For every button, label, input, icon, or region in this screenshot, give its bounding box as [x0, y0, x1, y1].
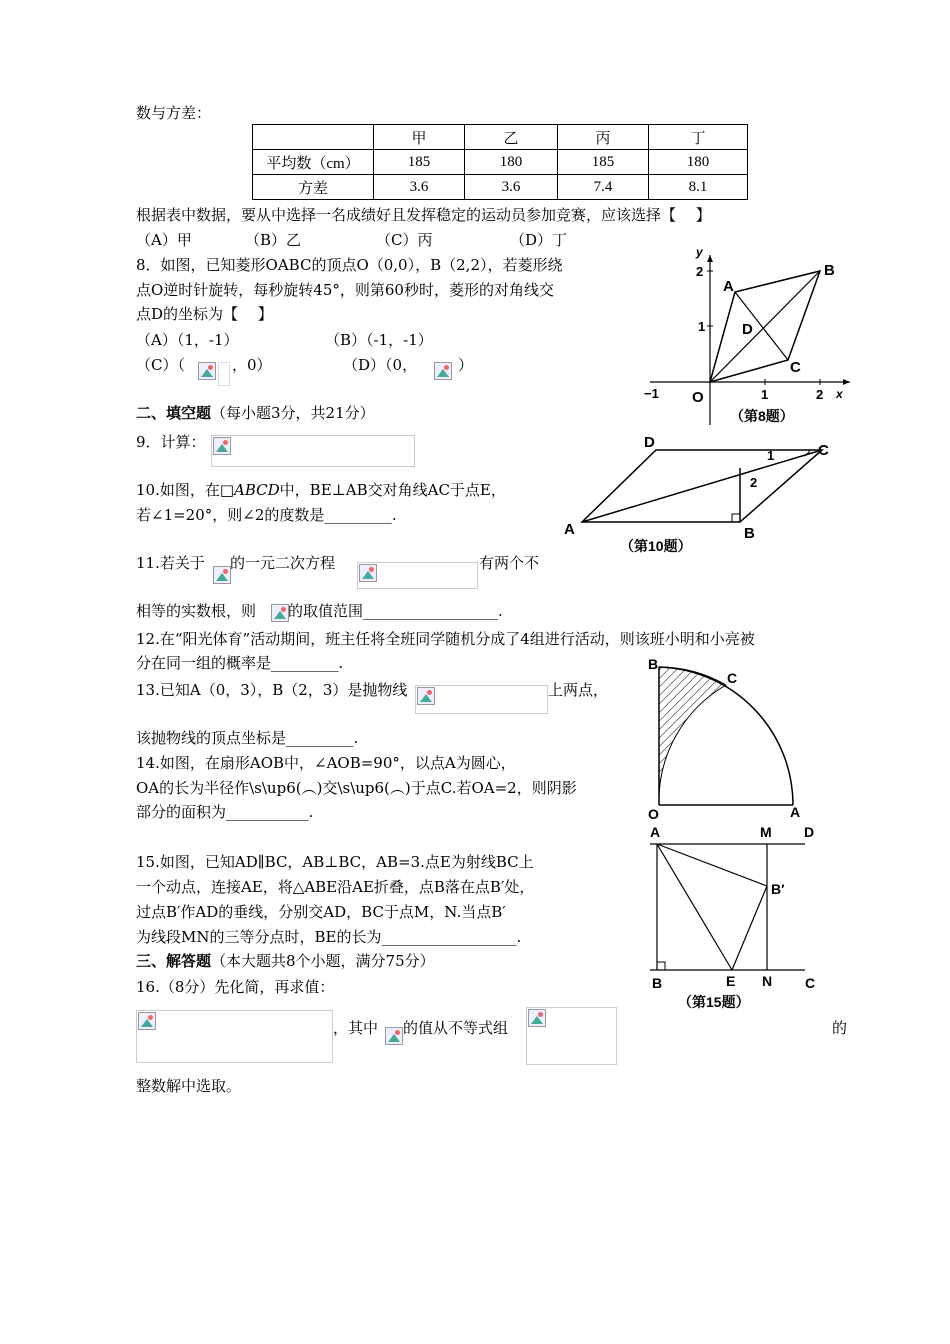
- point-label-b: B: [648, 656, 659, 672]
- q12-line2: 分在同一组的概率是_________.: [136, 654, 344, 672]
- q7-option-c: （C）丙: [376, 231, 433, 249]
- y-axis-label: y: [696, 245, 703, 259]
- point-label-a: A: [564, 521, 575, 538]
- formula-image: [357, 562, 478, 589]
- right-angle-mark: [657, 962, 665, 970]
- intro-text: 数与方差：: [136, 104, 212, 122]
- x-axis-label: x: [836, 387, 843, 401]
- point-label-a: A: [790, 804, 801, 820]
- q7-option-a: （A）甲: [136, 231, 192, 249]
- y-axis-arrow: [707, 255, 713, 262]
- table-cell: 185: [558, 150, 649, 175]
- point-label-c: C: [805, 975, 816, 991]
- point-label-n: N: [762, 973, 773, 989]
- segment-ae: [657, 844, 732, 970]
- right-angle-mark: [732, 514, 740, 522]
- table-cell: 185: [374, 150, 465, 175]
- point-label-a: A: [723, 278, 734, 295]
- q8-option-d-post: ）: [458, 356, 474, 374]
- figure-caption: （第15题）: [678, 994, 750, 1010]
- table-cell: 8.1: [649, 175, 748, 200]
- q8-option-a: （A）（1，-1）: [136, 331, 239, 349]
- point-label-b: B: [824, 262, 835, 279]
- origin-label: O: [692, 389, 704, 406]
- q11-line2-post: 的取值范围__________________.: [288, 602, 503, 620]
- q10-line2: 若∠1=20°，则∠2的度数是_________.: [136, 506, 397, 524]
- q16-mid2: 的值从不等式组: [403, 1019, 509, 1037]
- point-label-c: C: [727, 670, 738, 686]
- segment-ab-prime: [657, 844, 767, 886]
- table-cell: 平均数（cm）: [253, 150, 374, 175]
- formula-image-icon: [271, 604, 289, 622]
- formula-image-icon: [434, 362, 452, 380]
- formula-image-icon: [417, 687, 435, 705]
- table-cell: 甲: [374, 125, 465, 150]
- q10-line1-post: 中，BE⊥AB交对角线AC于点E，: [279, 481, 506, 499]
- q9-text: 9．计算：: [136, 433, 206, 451]
- q15-line4: 为线段MN的三等分点时，BE的长为__________________.: [136, 928, 522, 946]
- q7-option-d: （D）丁: [510, 231, 568, 249]
- formula-image-icon: [385, 1027, 403, 1045]
- formula-image-icon: [359, 564, 377, 582]
- q11-post: 有两个不: [479, 554, 540, 572]
- point-label-b: B: [652, 975, 663, 991]
- formula-image-icon: [213, 566, 231, 584]
- formula-image-icon: [528, 1009, 546, 1027]
- point-label-d: D: [644, 434, 655, 451]
- q16-line2: 整数解中选取。: [136, 1077, 242, 1095]
- point-label-d: D: [804, 824, 815, 840]
- q12-line1: 12.在“阳光体育”活动期间，班主任将全班同学随机分成了4组进行活动，则该班小明和小亮被: [136, 630, 755, 648]
- table-cell: 丁: [649, 125, 748, 150]
- table-row: [253, 150, 748, 175]
- q8-line3: 点D的坐标为【 】: [136, 305, 273, 323]
- q15-line3: 过点B′作AD的垂线，分别交AD，BC于点M，N.当点B′: [136, 903, 506, 921]
- point-label-o: O: [648, 806, 659, 822]
- q11-mid: 的一元二次方程: [230, 554, 336, 572]
- q10-line1-pre: 10.如图，在: [136, 481, 220, 499]
- formula-image: [526, 1007, 617, 1065]
- q7-text: 根据表中数据，要从中选择一名成绩好且发挥稳定的运动员参加竞赛，应该选择【 】: [136, 206, 711, 224]
- table-cell: 丙: [558, 125, 649, 150]
- q15-line2: 一个动点，连接AE，将△ABE沿AE折叠，点B落在点B′处，: [136, 878, 535, 896]
- table-cell: 方差: [253, 175, 374, 200]
- section-note: （每小题3分，共21分）: [211, 404, 375, 422]
- q8-option-d-pre: （D）（0，: [343, 356, 418, 374]
- point-label-b-prime: B′: [771, 881, 785, 897]
- tick-label: −1: [644, 386, 659, 401]
- angle-label-2: 2: [750, 475, 758, 490]
- stats-table: [252, 124, 748, 200]
- tick-label: 2: [696, 264, 704, 279]
- table-row: [253, 175, 748, 200]
- table-cell: 3.6: [374, 175, 465, 200]
- tick-label: 2: [816, 387, 824, 402]
- point-label-c: C: [818, 442, 829, 459]
- figure-8-diagram: [640, 240, 860, 430]
- table-cell: [253, 125, 374, 150]
- q16-end: 的: [832, 1019, 848, 1037]
- q8-option-c-post: ，0）: [232, 356, 272, 374]
- point-label-c: C: [790, 359, 801, 376]
- q13-pre: 13.已知A（0，3），B（2，3）是抛物线: [136, 681, 408, 699]
- formula-image-icon: [213, 437, 231, 455]
- table-cell: 3.6: [465, 175, 558, 200]
- formula-image: [415, 685, 548, 714]
- section-title: 三、解答题: [136, 952, 212, 970]
- formula-image: [136, 1010, 333, 1063]
- figure-caption: （第8题）: [730, 408, 794, 424]
- figure-10-diagram: [560, 430, 850, 560]
- table-cell: 乙: [465, 125, 558, 150]
- q14-line1: 14.如图，在扇形AOB中，∠AOB=90°，以点A为圆心，: [136, 754, 516, 772]
- q16-line1: 16.（8分）先化简，再求值：: [136, 978, 335, 996]
- tick-label: 1: [761, 387, 769, 402]
- q8-line1: 8．如图，已知菱形OABC的顶点O（0,0），B（2,2），若菱形绕: [136, 256, 563, 274]
- figure-caption: （第10题）: [620, 538, 692, 554]
- q8-option-b: （B）（-1，-1）: [325, 331, 433, 349]
- formula-image-icon: [198, 362, 216, 380]
- q8-option-c-pre: （C）（: [136, 356, 185, 374]
- q10-parallelogram: □ABCD: [219, 481, 280, 499]
- q16-mid1: ，其中: [333, 1019, 379, 1037]
- point-label-e: E: [726, 973, 736, 989]
- table-cell: 7.4: [558, 175, 649, 200]
- formula-image: [211, 435, 415, 467]
- point-label-m: M: [760, 824, 772, 840]
- section-title: 二、填空题: [136, 404, 212, 422]
- point-label-a: A: [650, 824, 661, 840]
- formula-image: [218, 362, 230, 386]
- q8-line2: 点O逆时针旋转，每秒旋转45°，则第60秒时，菱形的对角线交: [136, 281, 554, 299]
- table-cell: 180: [649, 150, 748, 175]
- table-cell: 180: [465, 150, 558, 175]
- table-row: [253, 125, 748, 150]
- point-label-b: B: [744, 525, 755, 542]
- q11-line2-pre: 相等的实数根，则: [136, 602, 257, 620]
- segment-b-prime-e: [732, 886, 767, 970]
- section-note: （本大题共8个小题，满分75分）: [211, 952, 435, 970]
- point-label-d: D: [742, 321, 753, 338]
- q7-option-b: （B）乙: [245, 231, 302, 249]
- q14-line3: 部分的面积为___________.: [136, 803, 314, 821]
- tick-label: 1: [698, 319, 706, 334]
- shaded-region: [659, 667, 726, 805]
- q14-line2: OA的长为半径作\s\up6(︵)交\s\up6(︵)于点C.若OA=2，则阴影: [136, 779, 577, 797]
- q11-pre: 11.若关于: [136, 554, 205, 572]
- q13-post: 上两点，: [548, 681, 609, 699]
- figure-15-diagram: [640, 820, 840, 1015]
- q15-line1: 15.如图，已知AD∥BC，AB⊥BC，AB=3.点E为射线BC上: [136, 853, 534, 871]
- formula-image-icon: [138, 1012, 156, 1030]
- figure-14-diagram: [640, 655, 810, 820]
- x-axis-arrow: [843, 379, 850, 385]
- q13-line2: 该抛物线的顶点坐标是_________.: [136, 729, 359, 747]
- angle-label-1: 1: [767, 448, 775, 463]
